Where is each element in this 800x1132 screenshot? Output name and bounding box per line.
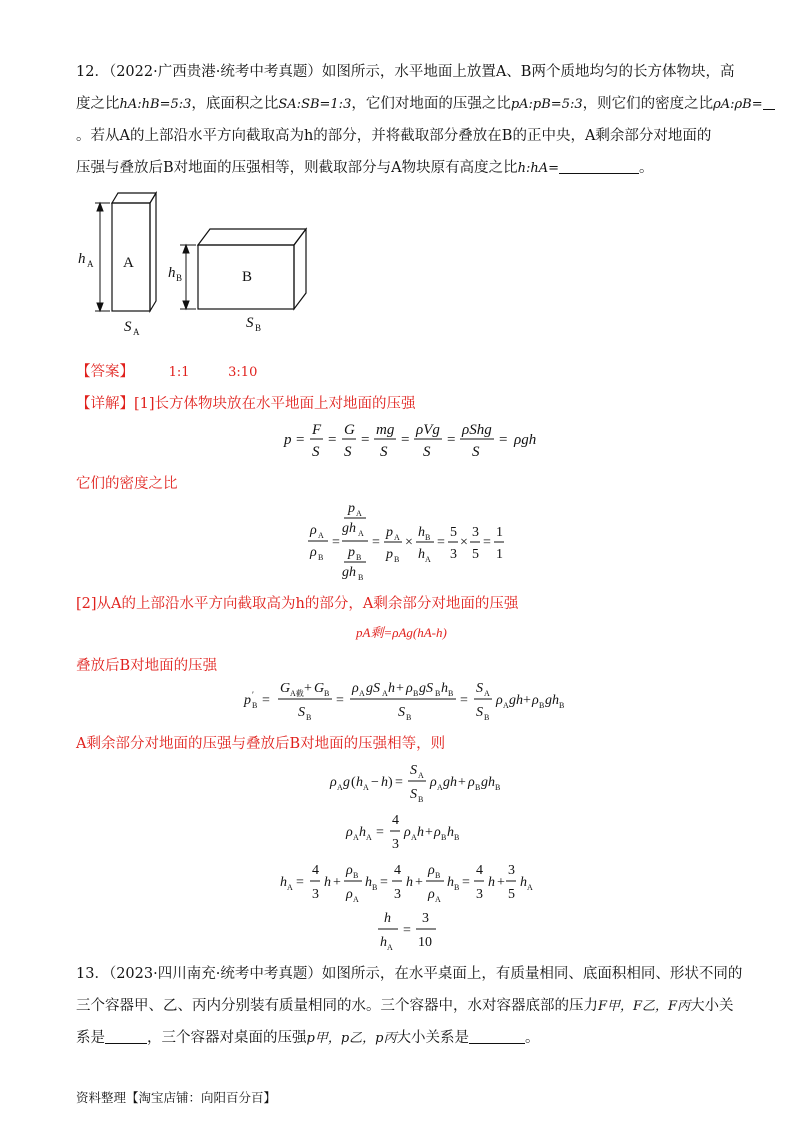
height-a-sub: A <box>87 259 94 269</box>
svg-text:A: A <box>353 895 359 904</box>
q12-figure <box>70 185 320 340</box>
svg-text:h: h <box>488 875 495 890</box>
svg-text:h: h <box>356 775 363 790</box>
svg-text:B: B <box>356 553 362 562</box>
svg-text:=: = <box>437 535 445 550</box>
q12-height-ratio: hA:hB=5:3 <box>119 97 192 112</box>
svg-text:B: B <box>413 689 419 698</box>
svg-text:p: p <box>386 525 393 540</box>
svg-text:ρ: ρ <box>468 775 475 790</box>
svg-text:mg: mg <box>376 422 395 438</box>
svg-text:p: p <box>348 545 355 560</box>
svg-text:h: h <box>280 875 287 890</box>
q12-cut-ratio: h:hA= <box>517 161 560 176</box>
svg-text:B: B <box>454 883 460 892</box>
svg-text:=: = <box>336 693 344 708</box>
svg-text:A: A <box>356 509 362 518</box>
svg-text:G: G <box>344 422 355 438</box>
height-b-label: h <box>168 265 176 281</box>
svg-text:S: S <box>423 444 431 460</box>
svg-text:A: A <box>358 529 364 538</box>
svg-text:=: = <box>403 923 411 938</box>
area-b-sub: B <box>255 323 262 333</box>
svg-text:5: 5 <box>472 547 479 562</box>
svg-text:S: S <box>344 444 352 460</box>
svg-text:A截: A截 <box>290 689 304 698</box>
q13-pressures: p甲，p乙，p丙 <box>306 1031 397 1046</box>
q12-number: 12． <box>76 64 109 80</box>
q12-line2 <box>76 92 763 117</box>
svg-text:p: p <box>348 501 355 516</box>
svg-text:3: 3 <box>476 887 483 902</box>
q13-forces: F甲，F乙，F丙 <box>598 999 691 1014</box>
svg-text:B: B <box>324 689 330 698</box>
area-a-label: S <box>124 319 132 335</box>
svg-text:ρ: ρ <box>434 825 441 840</box>
svg-text:A: A <box>411 833 417 842</box>
svg-text:B: B <box>358 573 364 582</box>
svg-text:ρ: ρ <box>428 887 435 902</box>
block-a <box>112 193 156 311</box>
svg-text:B: B <box>559 701 565 710</box>
detail-label: 【详解】 <box>76 396 134 412</box>
svg-text:=: = <box>447 432 456 448</box>
detail-step2: 它们的密度之比 <box>76 476 178 492</box>
equation-equal-pressure <box>328 758 528 804</box>
height-arrow-a <box>95 203 110 311</box>
svg-text:=: = <box>376 825 384 840</box>
svg-text:B: B <box>372 883 378 892</box>
equation-remaining-pressure: pA剩=ρAg(hA-h) <box>356 625 447 640</box>
svg-text:gS: gS <box>419 681 433 696</box>
svg-text:ρ: ρ <box>310 523 317 538</box>
svg-text:B: B <box>418 795 424 804</box>
svg-text:S: S <box>410 763 417 778</box>
svg-text:×: × <box>405 535 413 550</box>
equation-density-height <box>344 808 504 854</box>
q13-source: （2023·四川南充·统考中考真题） <box>108 966 322 982</box>
svg-text:ρ: ρ <box>346 825 353 840</box>
svg-text:ρ: ρ <box>406 681 413 696</box>
svg-text:=: = <box>483 535 491 550</box>
svg-text:h: h <box>381 775 388 790</box>
svg-text:′: ′ <box>252 690 254 700</box>
svg-text:): ) <box>388 775 393 790</box>
svg-text:=: = <box>296 432 305 448</box>
svg-text:B: B <box>448 689 454 698</box>
svg-text:S: S <box>398 705 405 720</box>
q12-text: 度之比 <box>76 96 120 112</box>
svg-text:ρ: ρ <box>346 863 353 878</box>
svg-text:F: F <box>312 422 322 438</box>
svg-text:(: ( <box>351 775 356 790</box>
svg-text:ρ: ρ <box>330 775 337 790</box>
svg-text:=: = <box>262 693 270 708</box>
svg-text:S: S <box>298 705 305 720</box>
svg-text:gh: gh <box>342 521 356 536</box>
q12-text: 。 <box>639 160 654 176</box>
detail-step1 <box>76 392 676 416</box>
svg-text:p: p <box>386 547 393 562</box>
svg-text:S: S <box>472 444 480 460</box>
svg-text:=: = <box>462 875 470 890</box>
svg-text:1: 1 <box>496 547 503 562</box>
svg-text:ρ: ρ <box>310 545 317 560</box>
svg-text:+: + <box>458 775 466 790</box>
svg-text:=: = <box>361 432 370 448</box>
svg-text:+: + <box>497 875 505 890</box>
svg-text:A: A <box>337 783 343 792</box>
q12-line1 <box>76 60 736 84</box>
answer-label: 【答案】 <box>76 364 134 380</box>
svg-text:g: g <box>343 775 350 790</box>
svg-text:1: 1 <box>496 525 503 540</box>
svg-text:B: B <box>484 713 490 722</box>
svg-text:A: A <box>366 833 372 842</box>
svg-text:S: S <box>410 787 417 802</box>
svg-text:ρ: ρ <box>428 863 435 878</box>
svg-text:A: A <box>353 833 359 842</box>
svg-text:h: h <box>418 525 425 540</box>
svg-text:h: h <box>388 681 395 696</box>
svg-text:B: B <box>435 871 441 880</box>
svg-text:h: h <box>359 825 366 840</box>
svg-text:h: h <box>417 825 424 840</box>
svg-text:=: = <box>401 432 410 448</box>
svg-text:A: A <box>382 689 388 698</box>
q12-source: （2022·广西贵港·统考中考真题） <box>108 64 322 80</box>
svg-text:h: h <box>384 911 391 926</box>
svg-text:ρ: ρ <box>352 681 359 696</box>
svg-text:h: h <box>447 825 454 840</box>
svg-text:A: A <box>287 883 293 892</box>
svg-text:h: h <box>324 875 331 890</box>
detail-step1-text: [1]长方体物块放在水平地面上对地面的压强 <box>134 396 416 412</box>
svg-text:B: B <box>406 713 412 722</box>
svg-text:h: h <box>380 935 387 950</box>
svg-text:gh: gh <box>443 775 457 790</box>
q12-line3 <box>76 124 776 148</box>
svg-text:p: p <box>284 432 292 448</box>
q13-text: ，三个容器对桌面的压强 <box>147 1030 307 1046</box>
svg-text:A: A <box>418 771 424 780</box>
q12-density-ratio: ρA:ρB= <box>713 97 763 112</box>
q12-area-ratio: SA:SB=1:3 <box>278 97 352 112</box>
q12-text-line1: 如图所示，水平地面上放置A、B两个质地均匀的长方体物块，高 <box>321 64 735 80</box>
svg-text:ρShg: ρShg <box>462 422 492 438</box>
svg-text:S: S <box>380 444 388 460</box>
q13-number: 13． <box>76 966 109 982</box>
svg-text:3: 3 <box>394 887 401 902</box>
svg-text:S: S <box>476 705 483 720</box>
svg-text:+: + <box>415 875 423 890</box>
q13-line1 <box>76 962 756 986</box>
svg-text:A: A <box>318 531 324 540</box>
svg-text:G: G <box>314 681 325 696</box>
svg-text:4: 4 <box>394 863 401 878</box>
q12-pressure-ratio: pA:pB=5:3 <box>510 97 583 112</box>
q12-text-line3: 。若从A的上部沿水平方向截取高为h的部分，并将截取部分叠放在B的正中央，A剩余部分对地面的 <box>76 128 712 144</box>
svg-text:+: + <box>523 693 531 708</box>
svg-text:ρgh: ρgh <box>514 432 537 448</box>
svg-text:B: B <box>539 701 545 710</box>
height-b-sub: B <box>176 273 183 283</box>
q13-text: 大小关系是 <box>396 1030 469 1046</box>
svg-text:A: A <box>363 783 369 792</box>
svg-text:gh: gh <box>545 693 559 708</box>
svg-text:B: B <box>475 783 481 792</box>
svg-text:B: B <box>353 871 359 880</box>
svg-text:ρ: ρ <box>496 693 503 708</box>
svg-text:ρ: ρ <box>404 825 411 840</box>
detail-step3: [2]从A的上部沿水平方向截取高为h的部分，A剩余部分对地面的压强 <box>76 596 519 612</box>
equation-stacked-pressure <box>240 676 570 722</box>
svg-text:ρ: ρ <box>346 887 353 902</box>
svg-text:S: S <box>476 681 483 696</box>
q12-text-line4: 压强与叠放后B对地面的压强相等，则截取部分与A物块原有高度之比 <box>76 160 518 176</box>
svg-text:h: h <box>418 547 425 562</box>
area-b-label: S <box>246 315 254 331</box>
svg-text:A: A <box>387 943 393 952</box>
svg-text:=: = <box>332 535 340 550</box>
svg-text:gh: gh <box>481 775 495 790</box>
svg-text:=: = <box>395 775 403 790</box>
svg-text:gS: gS <box>366 681 380 696</box>
svg-text:4: 4 <box>392 813 399 828</box>
svg-text:ρVg: ρVg <box>416 422 440 438</box>
svg-text:B: B <box>435 689 441 698</box>
svg-text:S: S <box>312 444 320 460</box>
q12-answer-blank-2[interactable] <box>559 159 639 174</box>
svg-text:5: 5 <box>450 525 457 540</box>
svg-text:G: G <box>280 681 291 696</box>
block-a-label: A <box>123 255 134 271</box>
svg-text:B: B <box>306 713 312 722</box>
svg-text:A: A <box>425 555 431 564</box>
q12-line4 <box>76 156 776 181</box>
svg-text:5: 5 <box>508 887 515 902</box>
q13-answer-blank-2[interactable] <box>469 1029 525 1044</box>
svg-text:A: A <box>503 701 509 710</box>
svg-text:B: B <box>454 833 460 842</box>
svg-text:B: B <box>425 533 431 542</box>
svg-text:B: B <box>441 833 447 842</box>
page-footer: 资料整理【淘宝店铺：向阳百分百】 <box>76 1090 277 1105</box>
equation-final-ratio <box>376 906 446 952</box>
answer-value-2: 3:10 <box>228 365 258 380</box>
svg-text:A: A <box>359 689 365 698</box>
detail-step5: A剩余部分对地面的压强与叠放后B对地面的压强相等，则 <box>76 736 446 752</box>
svg-text:B: B <box>252 701 258 710</box>
svg-text:B: B <box>318 553 324 562</box>
q13-answer-blank-1[interactable] <box>105 1029 147 1044</box>
equation-pressure <box>280 418 550 462</box>
equation-height-solve <box>278 858 538 906</box>
svg-text:=: = <box>380 875 388 890</box>
svg-text:+: + <box>396 681 404 696</box>
svg-text:h: h <box>365 875 372 890</box>
svg-text:=: = <box>499 432 508 448</box>
svg-text:=: = <box>372 535 380 550</box>
svg-text:10: 10 <box>418 935 432 950</box>
svg-text:=: = <box>328 432 337 448</box>
svg-text:+: + <box>333 875 341 890</box>
svg-text:A: A <box>435 895 441 904</box>
svg-text:gh: gh <box>509 693 523 708</box>
svg-text:h: h <box>406 875 413 890</box>
q13-text: 。 <box>524 1030 540 1046</box>
answer-value-1: 1:1 <box>168 365 190 380</box>
svg-text:ρ: ρ <box>430 775 437 790</box>
area-a-sub: A <box>133 327 140 337</box>
svg-text:=: = <box>460 693 468 708</box>
svg-text:=: = <box>296 875 304 890</box>
equation-density-ratio <box>306 498 506 582</box>
svg-text:+: + <box>304 681 312 696</box>
q12-text: ，则它们的密度之比 <box>582 96 714 112</box>
svg-text:−: − <box>371 775 379 790</box>
svg-text:3: 3 <box>472 525 479 540</box>
q13-text: 大小关 <box>690 998 734 1014</box>
block-b-label: B <box>242 269 253 285</box>
svg-text:A: A <box>437 783 443 792</box>
detail-step4: 叠放后B对地面的压强 <box>76 658 218 674</box>
svg-text:×: × <box>460 535 468 550</box>
q12-text: ，它们对地面的压强之比 <box>351 96 511 112</box>
height-a-label: h <box>78 251 86 267</box>
q12-text: ，底面积之比 <box>191 96 279 112</box>
svg-text:+: + <box>425 825 433 840</box>
svg-text:4: 4 <box>312 863 319 878</box>
svg-text:3: 3 <box>508 863 515 878</box>
q13-line2 <box>76 994 776 1019</box>
svg-text:h: h <box>447 875 454 890</box>
svg-text:h: h <box>520 875 527 890</box>
svg-text:B: B <box>495 783 501 792</box>
q13-text: 系是 <box>76 1030 105 1046</box>
svg-text:3: 3 <box>392 837 399 852</box>
svg-text:B: B <box>394 555 400 564</box>
q13-text-line2: 三个容器甲、乙、丙内分别装有质量相同的水。三个容器中，水对容器底部的压力 <box>76 998 598 1014</box>
svg-text:3: 3 <box>422 911 429 926</box>
svg-text:gh: gh <box>342 565 356 580</box>
svg-text:4: 4 <box>476 863 483 878</box>
svg-text:A: A <box>394 533 400 542</box>
svg-text:h: h <box>441 681 448 696</box>
answer-row <box>76 360 476 385</box>
q13-line3 <box>76 1026 776 1051</box>
svg-text:A: A <box>484 689 490 698</box>
height-arrow-b <box>180 245 196 309</box>
q12-answer-blank-1[interactable] <box>763 95 775 110</box>
svg-text:ρ: ρ <box>532 693 539 708</box>
q13-text-line1: 如图所示，在水平桌面上，有质量相同、底面积相同、形状不同的 <box>321 966 743 982</box>
svg-text:3: 3 <box>450 547 457 562</box>
svg-text:p: p <box>244 693 251 708</box>
svg-text:A: A <box>527 883 533 892</box>
svg-text:3: 3 <box>312 887 319 902</box>
